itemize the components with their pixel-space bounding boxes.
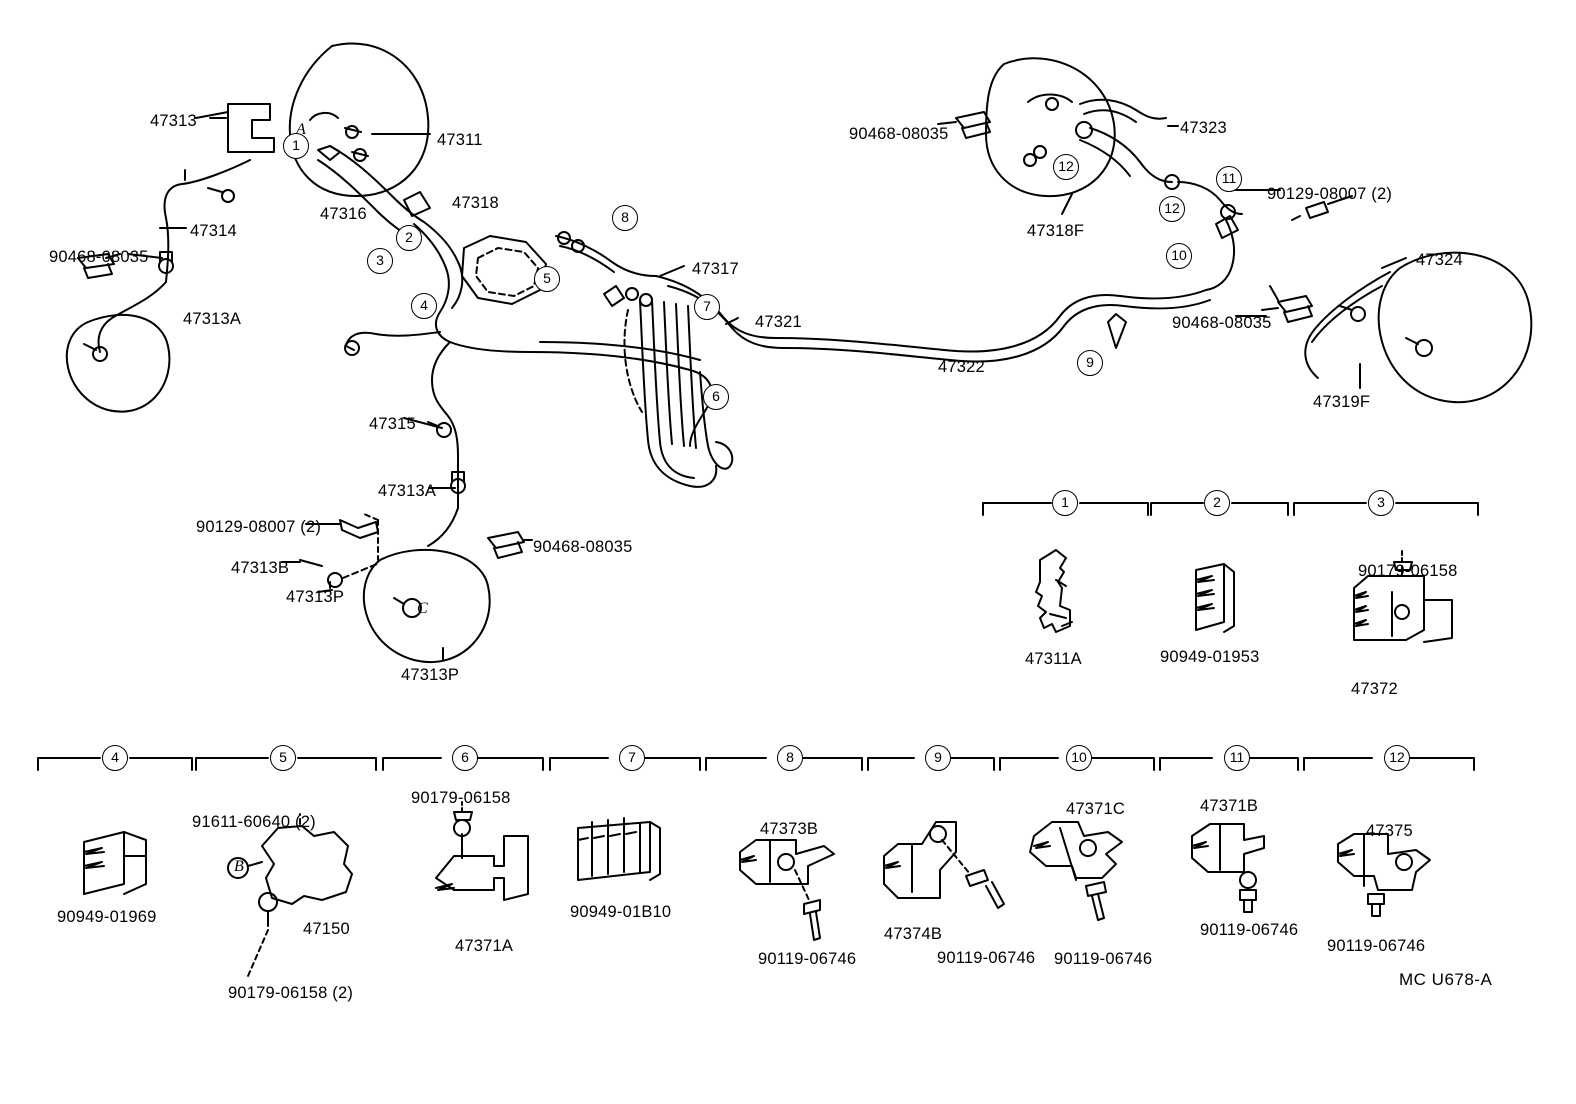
panel-10-part-90119-06746: 90119-06746	[1054, 950, 1153, 968]
part-label-47319F: 47319F	[1313, 393, 1371, 411]
panel-2-part-90949-01953: 90949-01953	[1160, 648, 1260, 666]
callout-8[interactable]: 8	[612, 205, 638, 231]
panel-8-part-47373B: 47373B	[760, 820, 819, 838]
panel-11-part-47371B: 47371B	[1200, 797, 1259, 815]
panel-4-part-90949-01969: 90949-01969	[57, 908, 157, 926]
callout-5[interactable]: 5	[534, 266, 560, 292]
panel-callout-5[interactable]: 5	[270, 745, 296, 771]
panel-6-part-47371A: 47371A	[455, 937, 514, 955]
part-label-90468-08035-right: 90468-08035	[1172, 314, 1272, 332]
part-label-47311: 47311	[437, 131, 483, 149]
panel-callout-1[interactable]: 1	[1052, 490, 1078, 516]
panel-callout-10[interactable]: 10	[1066, 745, 1092, 771]
callout-9[interactable]: 9	[1077, 350, 1103, 376]
panel-callout-6[interactable]: 6	[452, 745, 478, 771]
part-label-47314: 47314	[190, 222, 237, 240]
panel-3-part-90179-06158: 90179-06158	[1358, 562, 1458, 580]
part-label-90468-08035-left: 90468-08035	[49, 248, 149, 266]
part-label-90129-08007-right: 90129-08007 (2)	[1267, 185, 1393, 203]
part-label-90129-08007-left: 90129-08007 (2)	[196, 518, 322, 536]
panel-callout-12[interactable]: 12	[1384, 745, 1410, 771]
panel-6-part-90179-06158: 90179-06158	[411, 789, 511, 807]
callout-12-alt[interactable]: 12	[1159, 196, 1185, 222]
panel-callout-2[interactable]: 2	[1204, 490, 1230, 516]
part-label-47315: 47315	[369, 415, 416, 433]
part-label-47313A: 47313A	[183, 310, 242, 328]
letter-mark-c: C	[417, 600, 428, 617]
panel-12-part-90119-06746: 90119-06746	[1327, 937, 1426, 955]
panel-5-part-90179-06158: 90179-06158 (2)	[228, 984, 354, 1002]
part-label-47321: 47321	[755, 313, 802, 331]
panel-11-part-90119-06746: 90119-06746	[1200, 921, 1299, 939]
part-label-47317: 47317	[692, 260, 739, 278]
panel-8-part-90119-06746: 90119-06746	[758, 950, 857, 968]
callout-4[interactable]: 4	[411, 293, 437, 319]
callout-11[interactable]: 11	[1216, 166, 1242, 192]
panel-callout-7[interactable]: 7	[619, 745, 645, 771]
panel-5-part-91611-60640: 91611-60640 (2)	[192, 813, 316, 831]
letter-mark-b: B	[234, 858, 244, 875]
callout-3[interactable]: 3	[367, 248, 393, 274]
panel-12-part-47375: 47375	[1366, 822, 1413, 840]
part-label-47313: 47313	[150, 112, 197, 130]
panel-9-part-90119-06746: 90119-06746	[937, 949, 1036, 967]
sheet-code: MC U678-A	[1399, 970, 1493, 989]
panel-7-part-90949-01B10: 90949-01B10	[570, 903, 672, 921]
part-label-90468-08035-lower: 90468-08035	[533, 538, 633, 556]
callout-7[interactable]: 7	[694, 294, 720, 320]
callout-12[interactable]: 12	[1053, 154, 1079, 180]
part-label-90468-08035-upper-right: 90468-08035	[849, 125, 949, 143]
panel-9-part-47374B: 47374B	[884, 925, 943, 943]
letter-mark-a: A	[296, 121, 306, 138]
part-label-47316: 47316	[320, 205, 367, 223]
panel-callout-11[interactable]: 11	[1224, 745, 1250, 771]
part-label-47324: 47324	[1416, 251, 1463, 269]
part-label-47313B: 47313B	[231, 559, 290, 577]
callout-10[interactable]: 10	[1166, 243, 1192, 269]
part-label-47313P: 47313P	[286, 588, 345, 606]
part-label-47313A-lower: 47313A	[378, 482, 437, 500]
panel-3-part-47372: 47372	[1351, 680, 1398, 698]
panel-5-part-47150: 47150	[303, 920, 350, 938]
part-label-47313P-drum: 47313P	[401, 666, 460, 684]
callout-1[interactable]: 1	[283, 133, 309, 159]
panel-callout-9[interactable]: 9	[925, 745, 951, 771]
part-label-47323: 47323	[1180, 119, 1227, 137]
panel-callout-4[interactable]: 4	[102, 745, 128, 771]
callout-6[interactable]: 6	[703, 384, 729, 410]
part-label-47322: 47322	[938, 358, 985, 376]
part-label-47318: 47318	[452, 194, 499, 212]
panel-callout-8[interactable]: 8	[777, 745, 803, 771]
callout-2[interactable]: 2	[396, 225, 422, 251]
part-label-47318F: 47318F	[1027, 222, 1085, 240]
panel-10-part-47371C: 47371C	[1066, 800, 1125, 818]
panel-callout-3[interactable]: 3	[1368, 490, 1394, 516]
panel-1-part-47311A: 47311A	[1025, 650, 1082, 668]
